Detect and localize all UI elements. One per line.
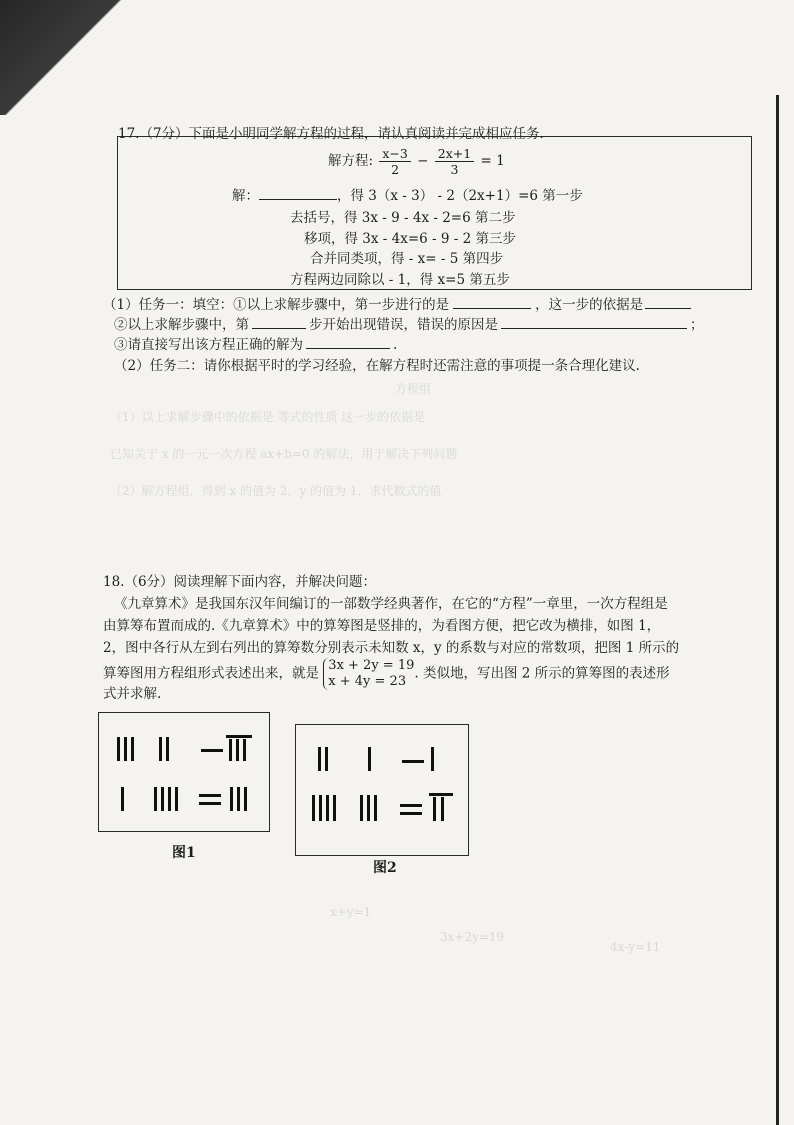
rod xyxy=(201,749,223,752)
rod xyxy=(161,787,164,811)
rod xyxy=(402,760,424,763)
task1-q2-text: ②以上求解步骤中，第 xyxy=(114,317,249,333)
rod xyxy=(229,739,232,761)
rod xyxy=(319,795,322,821)
q17-task2: （2）任务二：请你根据平时的学习经验，在解方程时还需注意的事项提一条合理化建议. xyxy=(114,358,640,374)
equation-system xyxy=(323,658,414,690)
task1-q1-text-b: ，这一步的依据是 xyxy=(535,297,644,313)
rod xyxy=(244,787,247,811)
q17-step4: 合并同类项，得 - x= - 5 第四步 xyxy=(310,251,504,267)
rod xyxy=(431,747,434,771)
task1-q2-reason-blank[interactable] xyxy=(501,316,687,329)
step1-prefix: 解： xyxy=(232,188,259,204)
task1-q3-blank[interactable] xyxy=(306,336,390,349)
q18-line5: 式并求解. xyxy=(103,686,162,702)
rod xyxy=(175,787,178,811)
bleed-text: 4x-y=11 xyxy=(610,940,661,954)
task1-q3-period: . xyxy=(393,337,398,353)
rod xyxy=(121,787,124,811)
rod xyxy=(374,795,377,821)
q17-task1-line2 xyxy=(114,313,704,333)
rod xyxy=(131,737,134,761)
bleed-text: 3x+2y=19 xyxy=(440,930,505,944)
frac2-numerator: 2x+1 xyxy=(435,146,474,162)
q18-line4 xyxy=(103,658,670,690)
rod xyxy=(199,794,221,797)
rod xyxy=(226,735,252,738)
q18-line2: 由算筹布置而成的.《九章算术》中的算筹图是竖排的，为看图方便，把它改为横排，如图 1， xyxy=(103,618,661,634)
q18-line1: 《九章算术》是我国东汉年间编订的一部数学经典著作，在它的“方程”一章里，一次方程组是 xyxy=(114,596,668,612)
rod xyxy=(237,787,240,811)
task1-q2-semicolon: ； xyxy=(690,317,704,333)
rod xyxy=(124,737,127,761)
rod xyxy=(441,797,444,821)
rod xyxy=(360,795,363,821)
equation-label: 解方程: xyxy=(328,153,374,169)
rod xyxy=(326,795,329,821)
q17-task1-line3 xyxy=(114,333,397,353)
rod xyxy=(368,747,371,771)
rod xyxy=(159,737,162,761)
rod xyxy=(400,812,422,815)
task1-q2-step-blank[interactable] xyxy=(252,316,306,329)
q17-step2: 去括号，得 3x - 9 - 4x - 2=6 第二步 xyxy=(290,210,516,226)
bleed-text: （1）以上求解步骤中的依据是 等式的性质 这一步的依据是 xyxy=(110,410,426,424)
frac1-denominator: 2 xyxy=(391,162,400,177)
q18-line4-text-b: . 类似地，写出图 2 所示的算筹图的表述形 xyxy=(414,665,670,682)
rod xyxy=(230,787,233,811)
rod xyxy=(199,802,221,805)
q17-equation xyxy=(328,146,505,177)
q17-task1-line1 xyxy=(103,293,691,313)
rod xyxy=(312,795,315,821)
rod xyxy=(243,739,246,761)
q17-step1 xyxy=(232,184,583,204)
bleed-text: 已知关于 x 的一元一次方程 ax+b=0 的解法，用于解决下列问题 xyxy=(110,447,458,461)
q17-step5: 方程两边同除以 - 1，得 x=5 第五步 xyxy=(290,272,510,288)
system-eq2: x + 4y = 23 xyxy=(328,674,407,689)
step1-text: ，得 3（x - 3） - 2（2x+1）=6 第一步 xyxy=(337,188,583,204)
task1-q1-blank[interactable] xyxy=(453,296,531,309)
task1-q2-text-b: 步开始出现错误，错误的原因是 xyxy=(309,317,498,333)
q18-line4-text: 算筹图用方程组形式表述出来，就是 xyxy=(103,665,319,682)
rod xyxy=(166,737,169,761)
frac1-numerator: x−3 xyxy=(379,146,410,162)
page-edge-line xyxy=(776,95,779,1125)
q17-header: 17.（7分）下面是小明同学解方程的过程，请认真阅读并完成相应任务. xyxy=(118,126,544,142)
rod xyxy=(325,747,328,771)
rod xyxy=(236,739,239,761)
minus-sign: − xyxy=(417,153,429,169)
task1-q1-text: （1）任务一：填空：①以上求解步骤中，第一步进行的是 xyxy=(103,297,450,313)
bleed-text: 方程组 xyxy=(395,382,432,396)
task1-q1-basis-blank[interactable] xyxy=(645,296,691,309)
fraction-2 xyxy=(435,146,474,177)
frac2-denominator: 3 xyxy=(450,162,459,177)
rod xyxy=(154,787,157,811)
figure-2-caption: 图2 xyxy=(373,860,397,876)
fraction-1 xyxy=(379,146,410,177)
rod xyxy=(117,737,120,761)
rod xyxy=(429,793,453,796)
step1-blank[interactable] xyxy=(259,187,337,200)
rod xyxy=(367,795,370,821)
scan-corner-shadow xyxy=(0,0,150,115)
bleed-text: （2）解方程组，得到 x 的值为 2，y 的值为 1，求代数式的值 xyxy=(110,484,442,498)
system-eq1: 3x + 2y = 19 xyxy=(328,658,415,673)
rod xyxy=(318,747,321,771)
figure-2-box xyxy=(295,724,469,856)
q18-header: 18.（6分）阅读理解下面内容，并解决问题： xyxy=(103,574,377,590)
equals-one: = 1 xyxy=(480,153,505,169)
task1-q3-text: ③请直接写出该方程正确的解为 xyxy=(114,337,303,353)
q17-step3: 移项，得 3x - 4x=6 - 9 - 2 第三步 xyxy=(304,231,516,247)
figure-1-caption: 图1 xyxy=(172,845,196,861)
figure-1-box xyxy=(98,712,270,832)
rod xyxy=(433,797,436,821)
q18-line3: 2，图中各行从左到右列出的算筹数分别表示未知数 x，y 的系数与对应的常数项，把图 1 所示的 xyxy=(103,640,680,656)
rod xyxy=(168,787,171,811)
rod xyxy=(400,804,422,807)
bleed-text: x+y=1 xyxy=(330,905,372,919)
rod xyxy=(333,795,336,821)
